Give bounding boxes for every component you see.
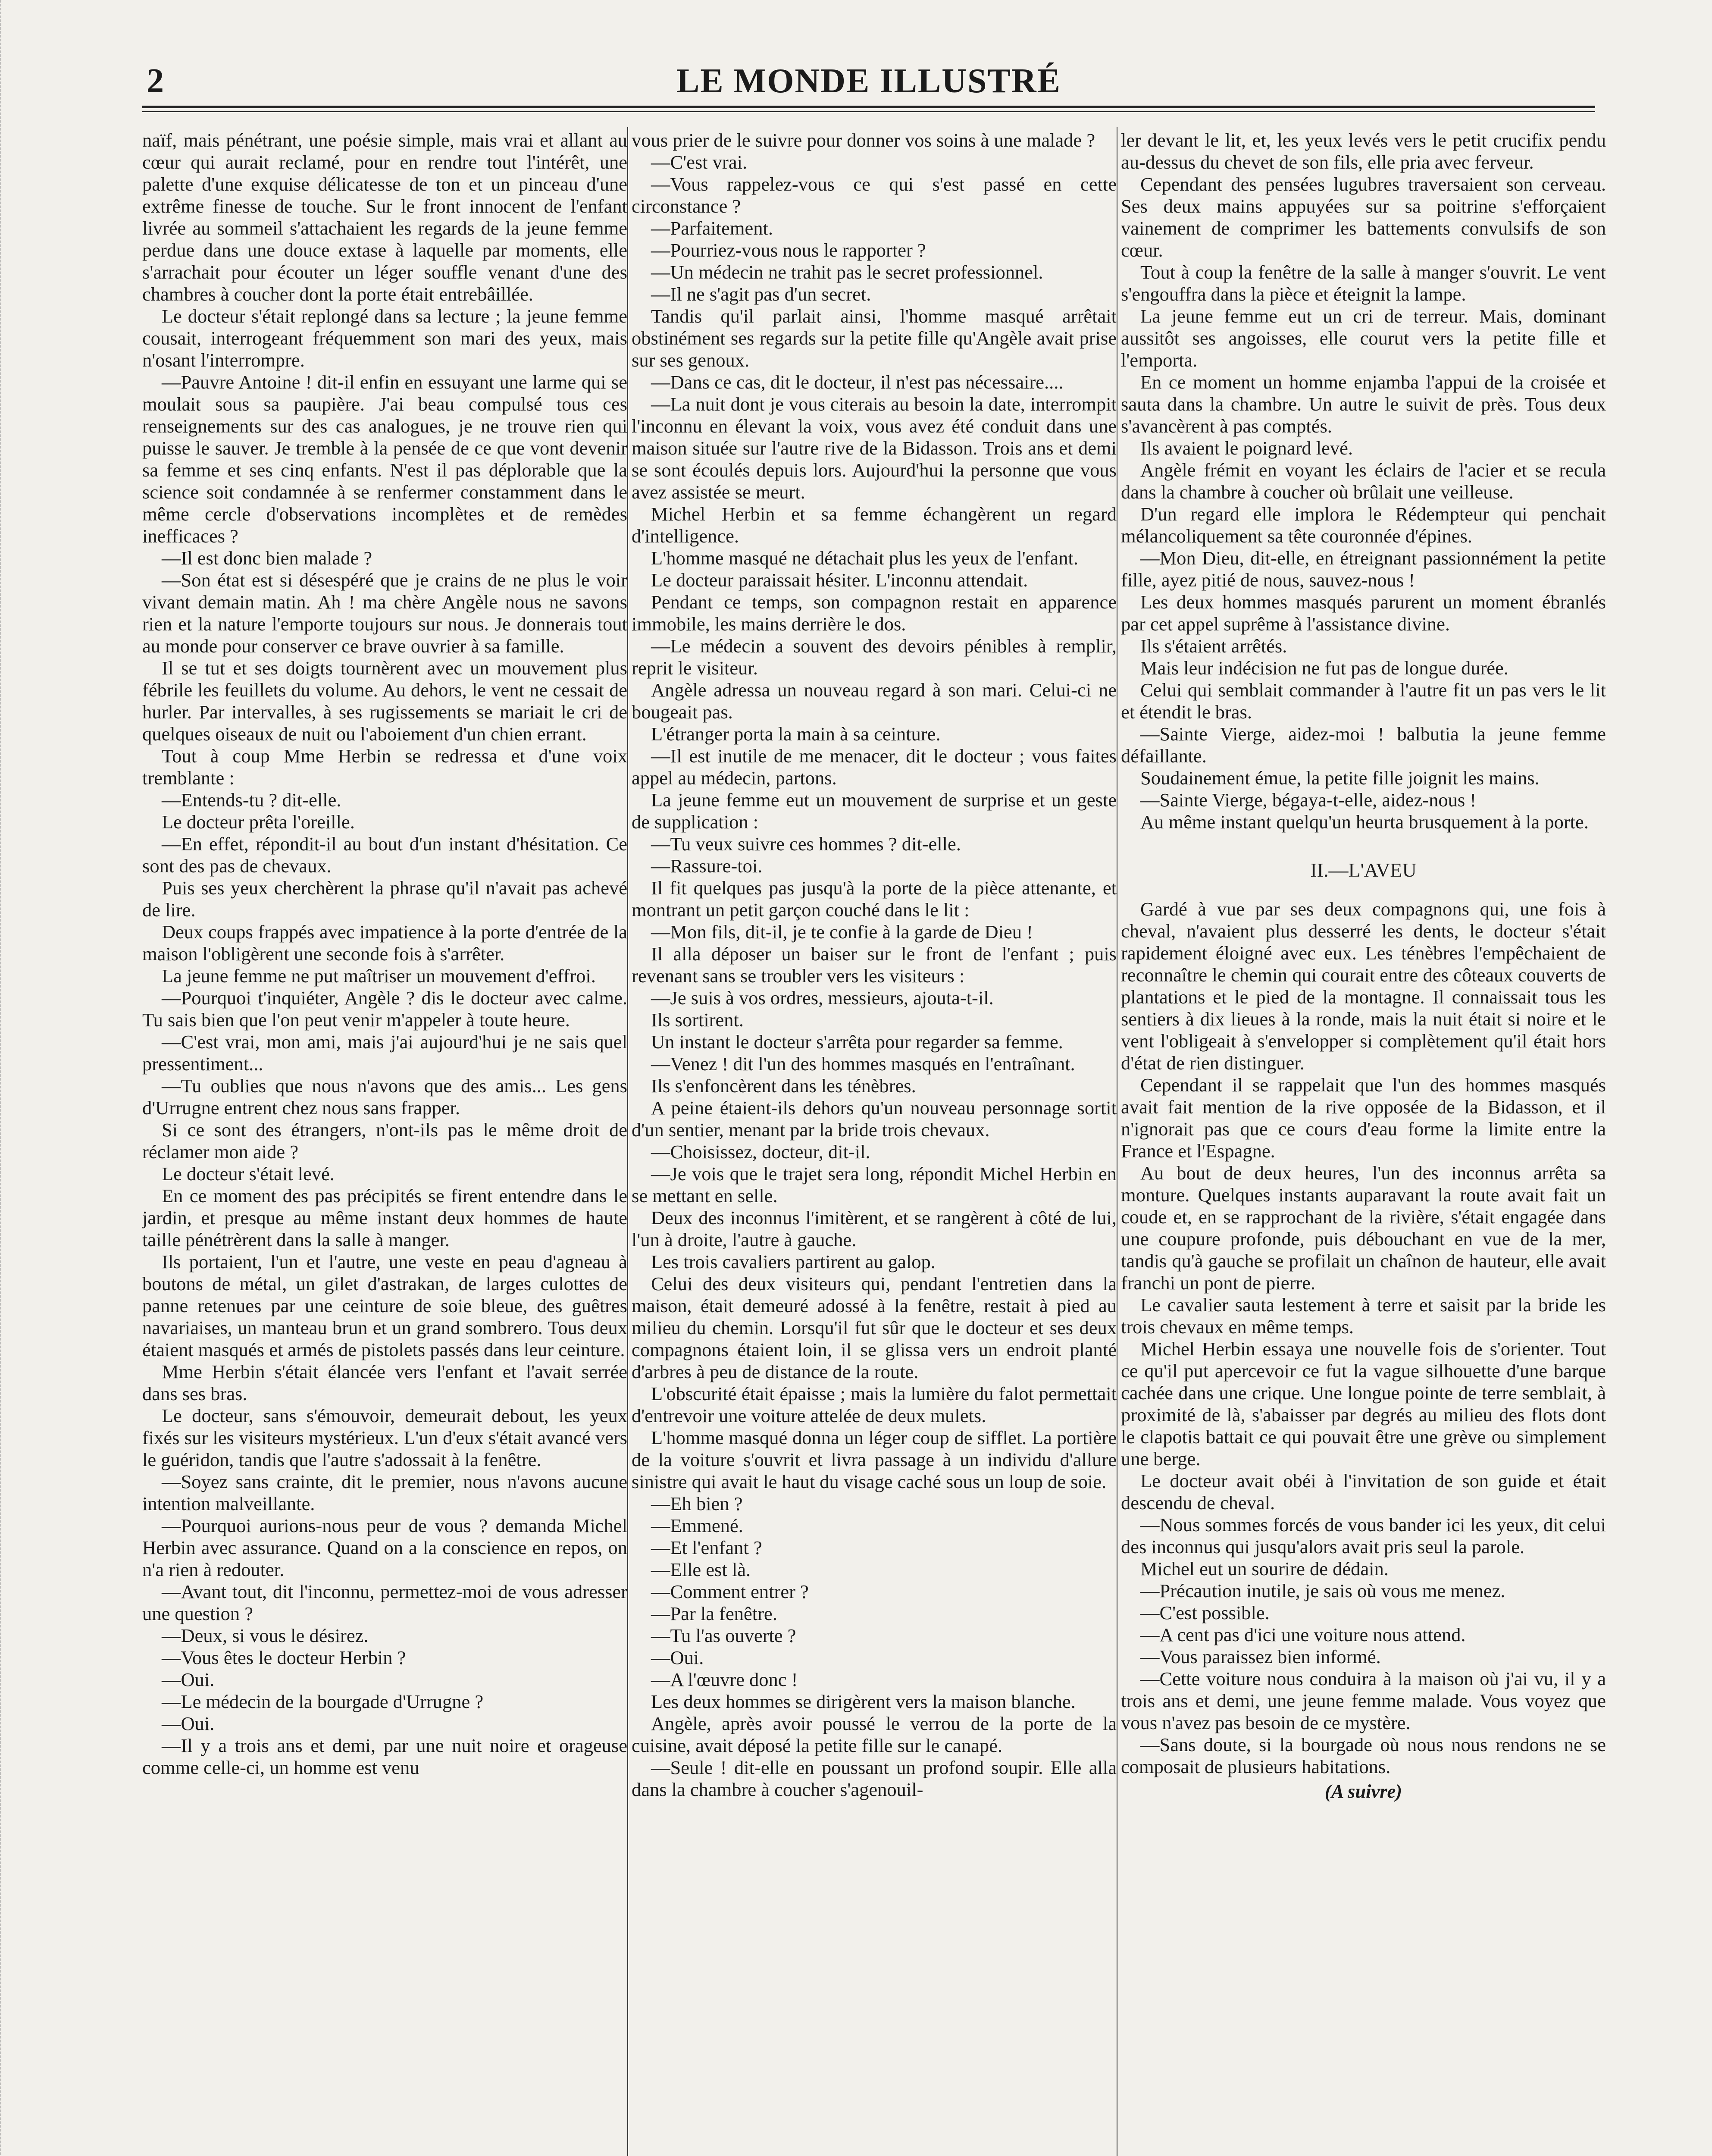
paragraph: —Elle est là. xyxy=(651,1559,751,1580)
paragraph: —Je suis à vos ordres, messieurs, ajouta-t-il. xyxy=(651,987,994,1009)
paragraph: Il se tut et ses doigts tournèrent avec un mouvement plus fébrile les feuillets du volume. Au dehors, le vent ne cessait de hurler. Par intervalles, à ses rugissements se mariait le cri de quelques oiseaux de nuit ou l'aboiement d'un chien errant. xyxy=(142,657,627,745)
paragraph: —Emmené. xyxy=(651,1515,743,1536)
paragraph: —Oui. xyxy=(651,1647,704,1668)
paragraph: Le cavalier sauta lestement à terre et saisit par la bride les trois chevaux en même temps. xyxy=(1121,1294,1606,1338)
paragraph: —Mon fils, dit-il, je te confie à la garde de Dieu ! xyxy=(651,921,1033,943)
paragraph: Ils avaient le poignard levé. xyxy=(1140,437,1353,459)
paragraph: Un instant le docteur s'arrêta pour regarder sa femme. xyxy=(651,1031,1063,1053)
paragraph: Deux coups frappés avec impatience à la porte d'entrée de la maison l'obligèrent une seconde fois à s'arrêter. xyxy=(142,921,627,965)
paragraph: —Sainte Vierge, aidez-moi ! balbutia la jeune femme défaillante. xyxy=(1121,723,1606,767)
paragraph: Le docteur s'était replongé dans sa lecture ; la jeune femme cousait, interrogeant fréquemment son mari des yeux, mais n'osant l'interrompre. xyxy=(142,305,627,371)
paragraph: Au même instant quelqu'un heurta brusquement à la porte. xyxy=(1140,811,1589,833)
paragraph: Ils s'étaient arrêtés. xyxy=(1140,635,1287,657)
running-title: LE MONDE ILLUSTRÉ xyxy=(676,62,1061,100)
paragraph: —Vous rappelez-vous ce qui s'est passé en cette circonstance ? xyxy=(632,173,1117,217)
paragraph: Le docteur paraissait hésiter. L'inconnu attendait. xyxy=(651,569,1028,591)
paragraph: Tout à coup Mme Herbin se redressa et d'une voix tremblante : xyxy=(142,745,627,789)
paragraph: —Tu l'as ouverte ? xyxy=(651,1625,796,1646)
paragraph: —Choisissez, docteur, dit-il. xyxy=(651,1141,870,1163)
paragraph: —A l'œuvre donc ! xyxy=(651,1669,798,1690)
paragraph: —Il est donc bien malade ? xyxy=(162,547,372,569)
paragraph: La jeune femme ne put maîtriser un mouvement d'effroi. xyxy=(162,965,596,987)
paragraph: Il alla déposer un baiser sur le front de l'enfant ; puis revenant sans se troubler vers les visiteurs : xyxy=(632,943,1117,987)
header-rule xyxy=(142,106,1595,108)
paragraph: naïf, mais pénétrant, une poésie simple, mais vrai et allant au cœur qui aurait reclamé, pour en rendre tout l'intérêt, une palette d'une exquise délicatesse de ton et un pinceau d'une extrême finesse de touche. Sur le front innocent de l'enfant livrée au sommeil s'attachaient les regards de la jeune femme perdue dans une douce extase à laquelle par moments, elle s'arrachait pour écouter un léger souffle venant d'une des chambres à coucher dont la porte était entrebâillée. xyxy=(142,129,627,305)
paragraph: Michel Herbin et sa femme échangèrent un regard d'intelligence. xyxy=(632,503,1117,547)
paragraph: Les deux hommes se dirigèrent vers la maison blanche. xyxy=(651,1691,1076,1712)
paragraph: A peine étaient-ils dehors qu'un nouveau personnage sortit d'un sentier, menant par la bride trois chevaux. xyxy=(632,1097,1117,1141)
paragraph: Si ce sont des étrangers, n'ont-ils pas le même droit de réclamer mon aide ? xyxy=(142,1119,627,1163)
paragraph: En ce moment des pas précipités se firent entendre dans le jardin, et presque au même instant deux hommes de haute taille pénétrèrent dans la salle à manger. xyxy=(142,1185,627,1250)
paragraph: L'homme masqué donna un léger coup de sifflet. La portière de la voiture s'ouvrit et livra passage à un individu d'allure sinistre qui avait le haut du visage caché sous un loup de soie. xyxy=(632,1427,1117,1492)
paragraph: —Sans doute, si la bourgade où nous nous rendons ne se composait de plusieurs habitations. xyxy=(1121,1734,1606,1777)
paragraph: —Seule ! dit-elle en poussant un profond soupir. Elle alla dans la chambre à coucher s'agenouil- xyxy=(632,1757,1117,1800)
paragraph: —Dans ce cas, dit le docteur, il n'est pas nécessaire.... xyxy=(651,371,1064,393)
to-be-continued: (A suivre) xyxy=(1324,1780,1402,1802)
paragraph: —Sainte Vierge, bégaya-t-elle, aidez-nous ! xyxy=(1140,789,1477,811)
paragraph: —Et l'enfant ? xyxy=(651,1537,762,1558)
text-column-3 xyxy=(1121,129,1606,2156)
paragraph: Soudainement émue, la petite fille joignit les mains. xyxy=(1140,767,1540,789)
paragraph: Le docteur s'était levé. xyxy=(162,1163,335,1185)
paragraph: —Eh bien ? xyxy=(651,1493,743,1514)
paragraph: Cependant des pensées lugubres traversaient son cerveau. Ses deux mains appuyées sur sa poitrine s'efforçaient vainement de comprimer les battements convulsifs de son cœur. xyxy=(1121,173,1606,261)
paragraph: Les deux hommes masqués parurent un moment ébranlés par cet appel suprême à l'assistance divine. xyxy=(1121,591,1606,635)
paragraph: Mme Herbin s'était élancée vers l'enfant et l'avait serrée dans ses bras. xyxy=(142,1361,627,1404)
binding-edge xyxy=(0,0,40,2156)
paragraph: —Pourriez-vous nous le rapporter ? xyxy=(651,239,926,261)
paragraph: —C'est vrai. xyxy=(651,151,748,173)
paragraph: L'homme masqué ne détachait plus les yeux de l'enfant. xyxy=(651,547,1079,569)
paragraph: Michel Herbin essaya une nouvelle fois de s'orienter. Tout ce qu'il put apercevoir ce fut la vague silhouette d'une barque cachée dans une crique. Une longue pointe de terre semblait, à proximité de là, s'abaisser par degrés au milieu des flots dont le clapotis battait ce qui pouvait être une grève ou simplement une berge. xyxy=(1121,1338,1606,1470)
paragraph: —La nuit dont je vous citerais au besoin la date, interrompit l'inconnu en élevant la voix, vous avez été conduit dans une maison située sur l'autre rive de la Bidasson. Trois ans et demi se sont écoulés depuis lors. Aujourd'hui la personne que vous avez assistée se meurt. xyxy=(632,393,1117,503)
paragraph: —Précaution inutile, je sais où vous me menez. xyxy=(1140,1580,1505,1601)
paragraph: —C'est vrai, mon ami, mais j'ai aujourd'hui je ne sais quel pressentiment... xyxy=(142,1031,627,1075)
paragraph: En ce moment un homme enjamba l'appui de la croisée et sauta dans la chambre. Un autre le suivit de près. Tous deux s'avancèrent à pas comptés. xyxy=(1121,371,1606,437)
paragraph: —Je vois que le trajet sera long, répondit Michel Herbin en se mettant en selle. xyxy=(632,1163,1117,1206)
paragraph: vous prier de le suivre pour donner vos soins à une malade ? xyxy=(632,129,1095,151)
page-header xyxy=(142,58,1595,106)
paragraph: Tandis qu'il parlait ainsi, l'homme masqué arrêtait obstinément ses regards sur la petite fille qu'Angèle avait prise sur ses genoux. xyxy=(632,305,1117,371)
paragraph: —Son état est si désespéré que je crains de ne plus le voir vivant demain matin. Ah ! ma chère Angèle nous ne savons rien et la nature l'emporte toujours sur nous. Je donnerais tout au monde pour conserver ce brave ouvrier à sa famille. xyxy=(142,569,627,657)
paragraph: Ils sortirent. xyxy=(651,1009,744,1031)
paragraph: —Avant tout, dit l'inconnu, permettez-moi de vous adresser une question ? xyxy=(142,1581,627,1624)
paragraph: Il fit quelques pas jusqu'à la porte de la pièce attenante, et montrant un petit garçon couché dans le lit : xyxy=(632,877,1117,921)
paragraph: Celui qui semblait commander à l'autre fit un pas vers le lit et étendit le bras. xyxy=(1121,679,1606,723)
paragraph: —Le médecin de la bourgade d'Urrugne ? xyxy=(162,1691,484,1712)
paragraph: —Cette voiture nous conduira à la maison où j'ai vu, il y a trois ans et demi, une jeune femme malade. Vous voyez que vous n'avez pas besoin de ce mystère. xyxy=(1121,1668,1606,1733)
paragraph: Puis ses yeux cherchèrent la phrase qu'il n'avait pas achevé de lire. xyxy=(142,877,627,921)
paragraph: Tout à coup la fenêtre de la salle à manger s'ouvrit. Le vent s'engouffra dans la pièce et éteignit la lampe. xyxy=(1121,261,1606,305)
paragraph: —Pourquoi t'inquiéter, Angèle ? dis le docteur avec calme. Tu sais bien que l'on peut venir m'appeler à toute heure. xyxy=(142,987,627,1031)
paragraph: —Tu oublies que nous n'avons que des amis... Les gens d'Urrugne entrent chez nous sans frapper. xyxy=(142,1075,627,1119)
paragraph: Au bout de deux heures, l'un des inconnus arrêta sa monture. Quelques instants auparavant la route avait fait un coude et, en se rapprochant de la rivière, s'était engagée dans une coupure profonde, puis débouchant en vue de la mer, tandis qu'à gauche se profilait un chaînon de hauteur, elle avait franchi un pont de pierre. xyxy=(1121,1162,1606,1294)
text-column-2 xyxy=(632,129,1117,2156)
section-title: II.—L'AVEU xyxy=(1310,859,1417,881)
paragraph: Angèle adressa un nouveau regard à son mari. Celui-ci ne bougeait pas. xyxy=(632,679,1117,723)
paragraph: —Venez ! dit l'un des hommes masqués en l'entraînant. xyxy=(651,1053,1075,1075)
paragraph: Ils s'enfoncèrent dans les ténèbres. xyxy=(651,1075,916,1097)
paragraph: La jeune femme eut un cri de terreur. Mais, dominant aussitôt ses angoisses, elle courut vers la petite fille et l'emporta. xyxy=(1121,305,1606,371)
paragraph: —Pourquoi aurions-nous peur de vous ? demanda Michel Herbin avec assurance. Quand on a la conscience en repos, on n'a rien à redouter. xyxy=(142,1515,627,1580)
paragraph: L'obscurité était épaisse ; mais la lumière du falot permettait d'entrevoir une voiture attelée de deux mulets. xyxy=(632,1383,1117,1426)
paragraph: —Deux, si vous le désirez. xyxy=(162,1625,369,1646)
paragraph: Deux des inconnus l'imitèrent, et se rangèrent à côté de lui, l'un à droite, l'autre à gauche. xyxy=(632,1207,1117,1250)
paragraph: —Soyez sans crainte, dit le premier, nous n'avons aucune intention malveillante. xyxy=(142,1471,627,1514)
paragraph: —Il est inutile de me menacer, dit le docteur ; vous faites appel au médecin, partons. xyxy=(632,745,1117,789)
paragraph: Mais leur indécision ne fut pas de longue durée. xyxy=(1140,657,1509,679)
paragraph: La jeune femme eut un mouvement de surprise et un geste de supplication : xyxy=(632,789,1117,833)
paragraph: ler devant le lit, et, les yeux levés vers le petit crucifix pendu au-dessus du chevet de son fils, elle pria avec ferveur. xyxy=(1121,129,1606,173)
paragraph: D'un regard elle implora le Rédempteur qui penchait mélancoliquement sa tête couronnée d'épines. xyxy=(1121,503,1606,547)
paragraph: Ils portaient, l'un et l'autre, une veste en peau d'agneau à boutons de métal, un gilet d'astrakan, de larges culottes de panne retenues par une ceinture de soie bleue, des guêtres navariaises, un manteau brun et un grand sombrero. Tous deux étaient masqués et armés de pistolets passés dans leur ceinture. xyxy=(142,1251,627,1360)
paragraph: —Par la fenêtre. xyxy=(651,1603,777,1624)
paragraph: Pendant ce temps, son compagnon restait en apparence immobile, les mains derrière le dos. xyxy=(632,591,1117,635)
paragraph: Michel eut un sourire de dédain. xyxy=(1140,1558,1389,1579)
paragraph: —Oui. xyxy=(162,1669,215,1690)
paragraph: —Vous paraissez bien informé. xyxy=(1140,1646,1381,1667)
paragraph: —Comment entrer ? xyxy=(651,1581,809,1602)
column-rule xyxy=(627,127,628,2156)
header-rule-thin xyxy=(142,111,1595,112)
paragraph: —Pauvre Antoine ! dit-il enfin en essuyant une larme qui se moulait sous sa paupière. J'ai beau compulsé tous ces renseignements sur des cas analogues, je ne trouve rien qui puisse le sauver. Je tremble à la pensée de ce que vont devenir sa femme et ses cinq enfants. N'est il pas déplorable que la science soit condamnée à se renfermer constamment dans le même cercle d'observations incomplètes et de remèdes inefficaces ? xyxy=(142,371,627,547)
paragraph: —A cent pas d'ici une voiture nous attend. xyxy=(1140,1624,1466,1645)
paragraph: —Parfaitement. xyxy=(651,217,773,239)
paragraph: —Mon Dieu, dit-elle, en étreignant passionnément la petite fille, ayez pitié de nous, sauvez-nous ! xyxy=(1121,547,1606,591)
paragraph: —Le médecin a souvent des devoirs pénibles à remplir, reprit le visiteur. xyxy=(632,635,1117,679)
paragraph: Le docteur prêta l'oreille. xyxy=(162,811,355,833)
paragraph: —Il ne s'agit pas d'un secret. xyxy=(651,283,871,305)
paragraph: —Un médecin ne trahit pas le secret professionnel. xyxy=(651,261,1043,283)
paragraph: L'étranger porta la main à sa ceinture. xyxy=(651,723,941,745)
paragraph: Angèle frémit en voyant les éclairs de l'acier et se recula dans la chambre à coucher où brûlait une veilleuse. xyxy=(1121,459,1606,503)
page-number: 2 xyxy=(147,62,164,100)
paragraph: Angèle, après avoir poussé le verrou de la porte de la cuisine, avait déposé la petite fille sur le canapé. xyxy=(632,1713,1117,1756)
text-column-1 xyxy=(142,129,627,2156)
paragraph: —En effet, répondit-il au bout d'un instant d'hésitation. Ce sont des pas de chevaux. xyxy=(142,833,627,877)
paragraph: Les trois cavaliers partirent au galop. xyxy=(651,1251,936,1272)
paragraph: —Tu veux suivre ces hommes ? dit-elle. xyxy=(651,833,961,855)
paragraph: Gardé à vue par ses deux compagnons qui, une fois à cheval, n'avaient plus desserré les dents, le docteur s'était rapidement éloigné avec eux. Les ténèbres l'empêchaient de reconnaître le chemin qui courait entre des côteaux couverts de plantations et le pied de la montagne. Il connaissait tous les sentiers à dix lieues à la ronde, mais la nuit était si noire et le vent l'obligeait à s'envelopper si complètement qu'il était hors d'état de rien distinguer. xyxy=(1121,898,1606,1074)
paragraph: —Rassure-toi. xyxy=(651,855,763,877)
paragraph: Celui des deux visiteurs qui, pendant l'entretien dans la maison, était demeuré adossé à la fenêtre, restait à pied au milieu du chemin. Lorsqu'il fut sûr que le docteur et ses deux compagnons étaient loin, il se glissa vers un endroit planté d'arbres à peu de distance de la route. xyxy=(632,1273,1117,1382)
paragraph: —Vous êtes le docteur Herbin ? xyxy=(162,1647,406,1668)
paragraph: Cependant il se rappelait que l'un des hommes masqués avait fait mention de la rive opposée de la Bidasson, et il n'ignorait pas que ce cours d'eau forme la limite entre la France et l'Espagne. xyxy=(1121,1074,1606,1162)
paragraph: —Entends-tu ? dit-elle. xyxy=(162,789,341,811)
paragraph: —Oui. xyxy=(162,1713,215,1734)
paragraph: Le docteur, sans s'émouvoir, demeurait debout, les yeux fixés sur les visiteurs mystérieux. L'un d'eux s'était avancé vers le guéridon, tandis que l'autre s'adossait à la fenêtre. xyxy=(142,1405,627,1470)
paragraph: —Nous sommes forcés de vous bander ici les yeux, dit celui des inconnus qui jusqu'alors avait pris seul la parole. xyxy=(1121,1514,1606,1557)
paragraph: —C'est possible. xyxy=(1140,1602,1270,1623)
paragraph: —Il y a trois ans et demi, par une nuit noire et orageuse comme celle-ci, un homme est venu xyxy=(142,1735,627,1778)
paragraph: Le docteur avait obéi à l'invitation de son guide et était descendu de cheval. xyxy=(1121,1470,1606,1514)
